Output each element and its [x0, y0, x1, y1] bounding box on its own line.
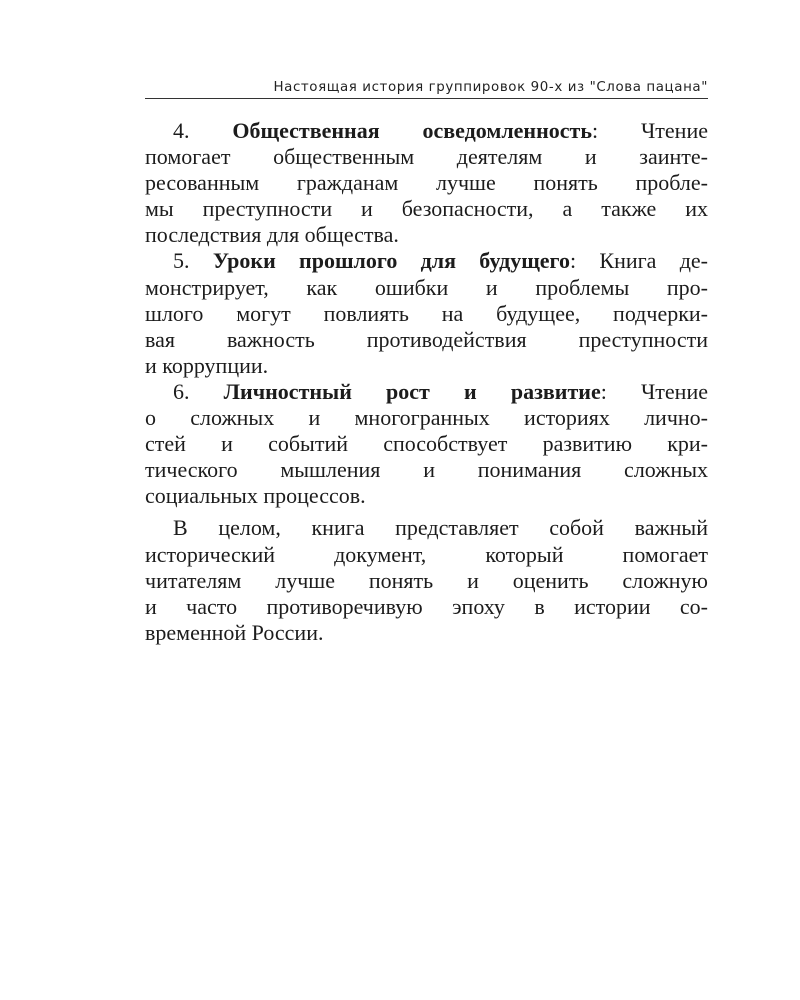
running-header: Настоящая история группировок 90-х из "Слова пацана" [145, 78, 708, 99]
item-4-term: Общественная осведомленность [232, 118, 592, 143]
item-5-text-1: : Книга де- [569, 248, 708, 274]
item-5-line-5: и коррупции. [145, 352, 269, 378]
item-4-line-5: последствия для общества. [145, 222, 399, 248]
item-6-number: 6. [173, 378, 190, 404]
list-item-5 [145, 248, 708, 378]
item-6-line-2: о сложных и многогранных историях лично- [145, 405, 708, 431]
item-5-line-1 [145, 248, 708, 274]
item-6-line-3: стей и событий способствует развитию кри- [145, 431, 708, 457]
conclusion-line-4: и часто противоречивую эпоху в истории со- [145, 593, 708, 619]
list-item-6 [145, 379, 708, 509]
item-4-number: 4. [173, 118, 190, 143]
item-4-line-2: помогает общественным деятелям и заинте- [145, 144, 708, 170]
item-6-line-4: тического мышления и понимания сложных [145, 457, 708, 483]
conclusion-line-3: читателям лучше понять и оценить сложную [145, 567, 708, 593]
conclusion-line-2: исторический документ, который помогает [145, 541, 708, 567]
conclusion-line-5: временной России. [145, 619, 324, 645]
conclusion-line-1: В целом, книга представляет собой важный [173, 515, 708, 541]
item-5-term: Уроки прошлого для будущего [212, 248, 570, 274]
item-6-line-1 [145, 379, 708, 405]
item-6-line-5: социальных процессов. [145, 483, 366, 509]
body-text [145, 118, 708, 646]
item-5-line-3: шлого могут повлиять на будущее, подчерки- [145, 300, 708, 326]
item-6-text-1: : Чтение [600, 378, 708, 404]
item-4-line-4: мы преступности и безопасности, а также их [145, 196, 708, 222]
item-6-term: Личностный рост и развитие [223, 378, 601, 404]
item-4-line-1 [145, 118, 708, 144]
item-4-text-1: : Чтение [591, 118, 708, 143]
item-5-line-4: вая важность противодействия преступности [145, 326, 708, 352]
item-4-line-3: ресованным гражданам лучше понять пробле- [145, 170, 708, 196]
list-item-4 [145, 118, 708, 248]
item-5-line-2: монстрирует, как ошибки и проблемы про- [145, 274, 708, 300]
conclusion-paragraph [145, 515, 708, 645]
item-5-number: 5. [173, 248, 190, 274]
